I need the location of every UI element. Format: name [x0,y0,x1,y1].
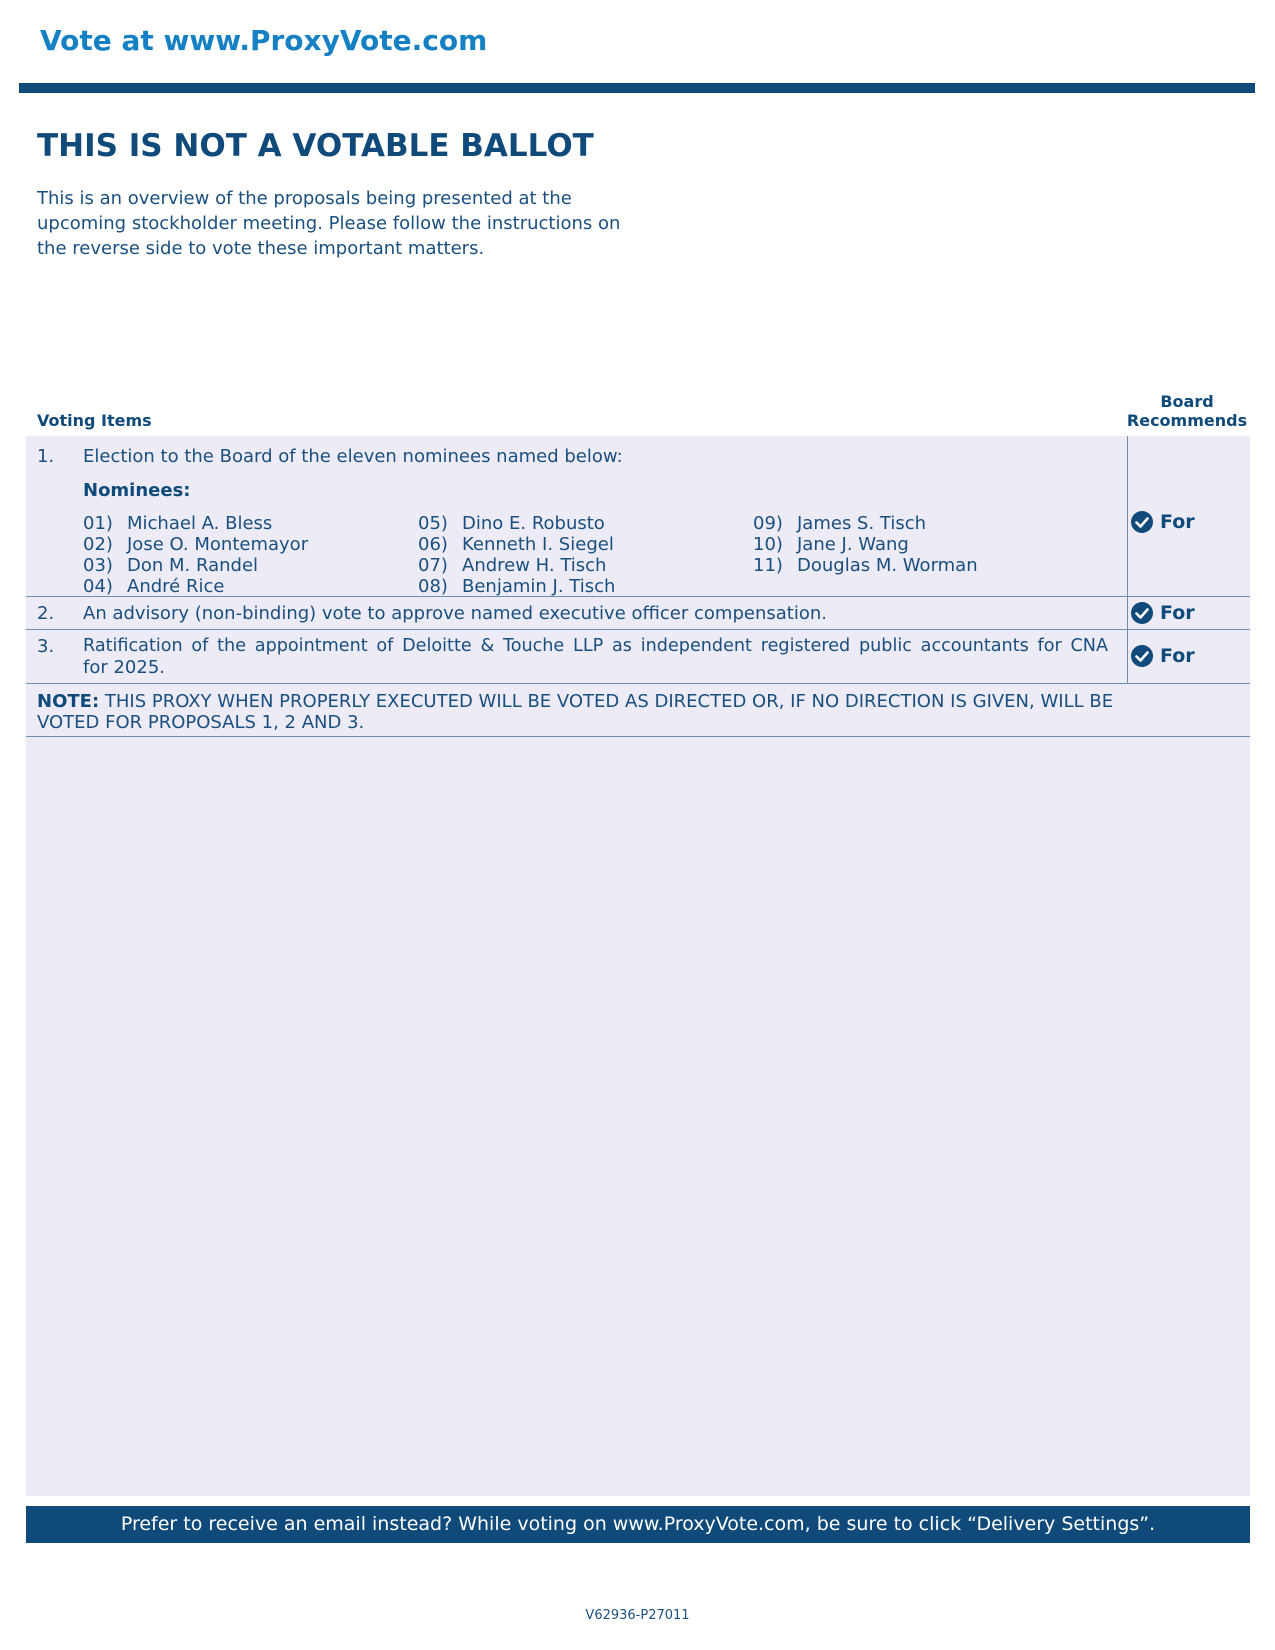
intro-paragraph [37,186,637,261]
delivery-settings-banner: Prefer to receive an email instead? While voting on www.ProxyVote.com, be sure to click “Delivery Settings”. [26,1506,1250,1543]
check-circle-icon [1130,644,1154,668]
nominee-number: 01) [83,513,113,534]
intro-line: upcoming stockholder meeting. Please follow the instructions on [37,213,621,234]
column-divider [1127,630,1128,683]
board-recommends-label [1124,392,1250,430]
nominee-name: James S. Tisch [797,513,927,534]
item-text-line: Ratification of the appointment of Deloitte & Touche LLP as independent registered public accountants for CNA [83,636,1108,656]
intro-line: the reverse side to vote these important matters. [37,238,485,259]
recommendation-label: For [1160,645,1195,667]
nominee-entry [418,555,615,576]
nominee-entry [753,513,978,534]
voting-item-row [26,630,1250,684]
nominee-name: Jose O. Montemayor [127,534,309,555]
nominee-entry [753,534,978,555]
nominee-entry [83,576,308,597]
note-text [37,691,1137,733]
nominee-number: 02) [83,534,113,555]
nominee-number: 05) [418,513,448,534]
item-number: 3. [37,636,55,657]
nominee-number: 08) [418,576,448,597]
column-divider [1127,436,1128,596]
voting-item-row [26,597,1250,630]
item-number: 2. [37,603,55,624]
voting-items-label: Voting Items [37,411,152,430]
nominee-number: 06) [418,534,448,555]
nominee-entry [418,576,615,597]
nominee-name: Jane J. Wang [797,534,909,555]
note-body: THIS PROXY WHEN PROPERLY EXECUTED WILL BE VOTED AS DIRECTED OR, IF NO DIRECTION IS GIVEN, WILL BE [99,691,1114,712]
voting-item-row [26,436,1250,597]
check-circle-icon [1130,510,1154,534]
note-row [26,684,1250,737]
vote-url-header[interactable]: Vote at www.ProxyVote.com [40,24,488,57]
nominees-heading: Nominees: [83,480,191,501]
item-text: Election to the Board of the eleven nominees named below: [83,446,623,467]
header-divider-bar [19,83,1255,93]
nominee-number: 04) [83,576,113,597]
column-divider [1127,597,1128,629]
nominee-name: Douglas M. Worman [797,555,978,576]
note-label: NOTE: [37,691,100,712]
board-label-line: Board [1160,392,1214,411]
nominee-number: 09) [753,513,783,534]
note-line [37,691,1137,712]
nominee-name: Kenneth I. Siegel [462,534,614,555]
item-text [83,636,1108,678]
board-label-line: Recommends [1126,411,1248,430]
nominee-number: 11) [753,555,783,576]
nominee-name: Benjamin J. Tisch [462,576,616,597]
nominee-entry [83,555,308,576]
check-circle-icon [1130,601,1154,625]
intro-line: This is an overview of the proposals being presented at the [37,188,572,209]
document-code: V62936-P27011 [585,1608,690,1623]
nominee-name: André Rice [127,576,225,597]
nominee-name: Andrew H. Tisch [462,555,607,576]
voting-items-panel [26,436,1250,1496]
recommendation-label: For [1160,602,1195,624]
nominee-entry [418,513,615,534]
board-recommendation [1130,510,1195,534]
nominee-column [753,513,978,576]
item-text: An advisory (non-binding) vote to approve named executive officer compensation. [83,603,827,624]
nominee-entry [753,555,978,576]
board-recommendation [1130,601,1195,625]
nominee-column [83,513,308,597]
nominee-name: Dino E. Robusto [462,513,605,534]
board-recommendation [1130,644,1195,668]
item-number: 1. [37,446,55,467]
nominee-column [418,513,615,597]
nominee-name: Don M. Randel [127,555,259,576]
nominee-number: 03) [83,555,113,576]
nominee-entry [83,513,308,534]
note-line: VOTED FOR PROPOSALS 1, 2 AND 3. [37,712,365,733]
nominee-entry [418,534,615,555]
recommendation-label: For [1160,511,1195,533]
nominee-entry [83,534,308,555]
page-title: THIS IS NOT A VOTABLE BALLOT [37,128,594,164]
nominee-number: 10) [753,534,783,555]
item-text-line: for 2025. [83,657,166,678]
nominee-number: 07) [418,555,448,576]
nominee-name: Michael A. Bless [127,513,273,534]
